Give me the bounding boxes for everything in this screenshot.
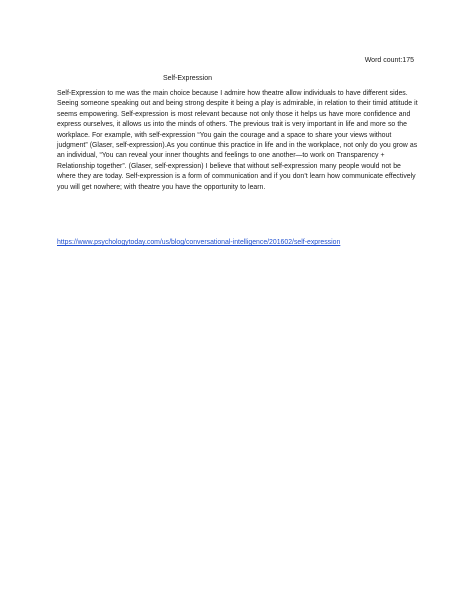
body-paragraph-container	[57, 89, 419, 193]
body-paragraph: Self-Expression to me was the main choice because I admire how theatre allow individuals to have different sides. Seeing someone speaking out and being strong despite it being a play is admirable, in relation to their timid attitude it seems empowering. Self-expression is most relevant because not only those it helps us have more confidence and express ourselves, it allows us into the minds of others. The previous trait is very important in life and more so the workplace. For example, with self-expression “You gain the courage and a space to share your views without judgment” (Glaser, self-expression).As you continue this practice in life and in the workplace, not only do you grow as an individual, “You can reveal your inner thoughts and feelings to one another—to work on Transparency + Relationship together”. (Glaser, self-expression) I believe that without self-expression many people would not be where they are today. Self-expression is a form of communication and if you don’t learn how communicate effectively you will get nowhere; with theatre you have the opportunity to learn.	[57, 90, 418, 191]
word-count: Word count:175	[364, 57, 414, 64]
source-link[interactable]: https://www.psychologytoday.com/us/blog/conversational-intelligence/201602/self-expression	[57, 239, 341, 246]
document-title: Self-Expression	[163, 75, 213, 82]
